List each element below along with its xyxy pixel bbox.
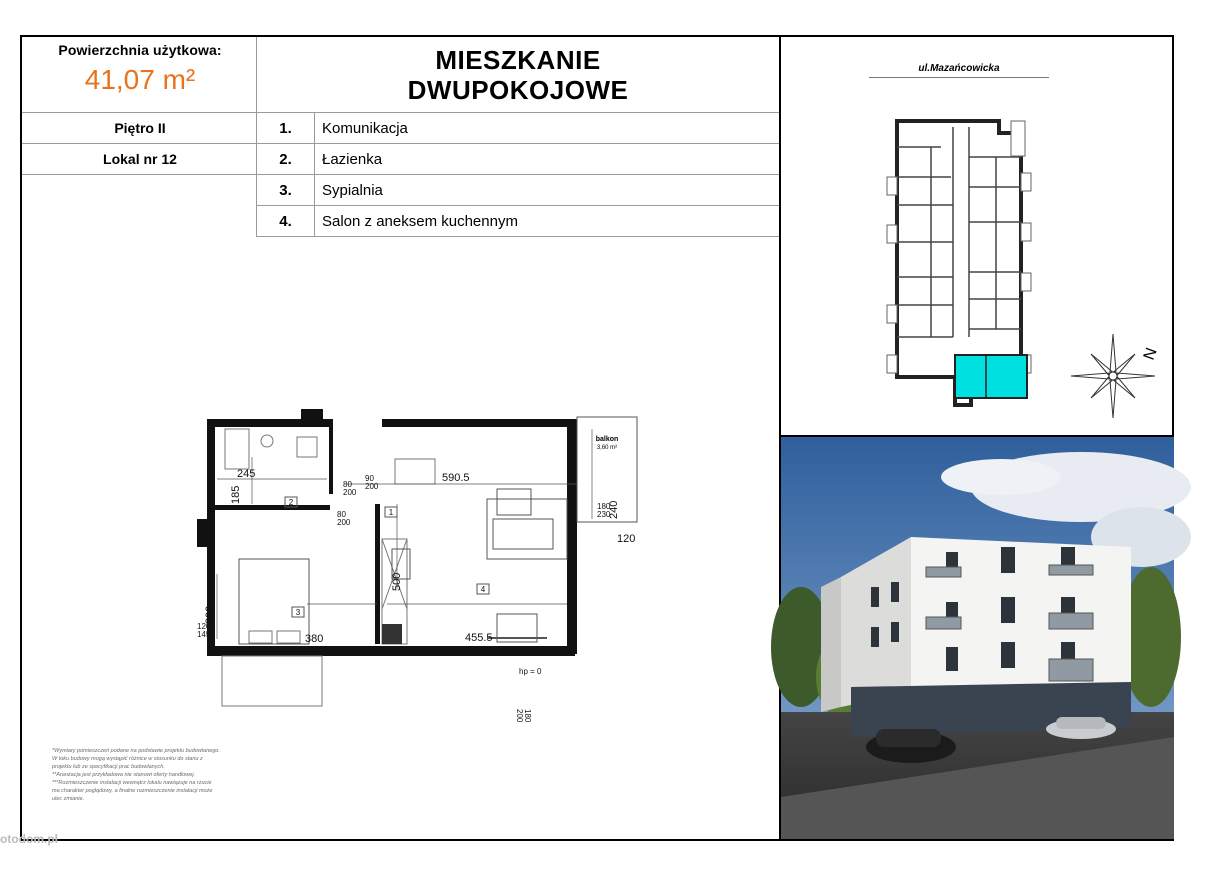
room-row	[257, 144, 779, 175]
footnote-line: projektu lub ze specyfikacji prac budowlanych.	[52, 764, 165, 770]
room-row	[257, 113, 779, 144]
room-tag: 1	[388, 508, 394, 517]
footnote-line: **Aranżacja jest przykładowa nie stanowi oferty handlowej.	[52, 772, 196, 778]
dim-label: 90 200	[365, 474, 379, 491]
highlighted-unit	[955, 355, 1027, 398]
footnote-line: ma charakter poglądowy, a finalne rozmieszczenie instalacji może	[52, 788, 213, 794]
title-line-2: DWUPOKOJOWE	[407, 75, 629, 105]
room-number: 2.	[257, 144, 315, 174]
footnote-line: W toku budowy mogą wystąpić różnice w stosunku do stanu z	[52, 756, 203, 762]
watermark: otodom.pl	[0, 832, 58, 846]
room-number: 3.	[257, 175, 315, 205]
room-name: Salon z aneksem kuchennym	[322, 212, 518, 230]
dim-label: 185	[230, 485, 242, 504]
building-render	[781, 437, 1174, 839]
room-tag: 3	[295, 608, 301, 617]
floor-plan-drawing	[197, 409, 677, 723]
compass-label: N	[1140, 345, 1161, 363]
dim-label: 245	[237, 468, 256, 480]
room-number: 1.	[257, 113, 315, 143]
area-cell	[22, 37, 258, 113]
footnotes	[52, 747, 272, 803]
dim-label: 80 200	[343, 480, 357, 497]
room-list	[257, 113, 779, 237]
area-label: Powierzchnia użytkowa:	[58, 42, 222, 58]
balcony-label: balkon	[595, 436, 619, 443]
site-plan	[781, 37, 1174, 435]
dim-label: 80 200	[337, 510, 351, 527]
page-title	[257, 37, 779, 113]
room-number: 4.	[257, 206, 315, 236]
footnote-line: ulec zmianie.	[52, 796, 85, 802]
room-name: Łazienka	[322, 150, 383, 168]
street-label: ul.Mazańcowicka	[869, 63, 1049, 78]
dim-label: 120	[617, 533, 636, 545]
room-name: Sypialnia	[322, 181, 383, 199]
info-block	[22, 37, 258, 175]
compass-icon	[1071, 334, 1155, 418]
room-tag: 2	[288, 498, 294, 507]
room-name: Komunikacja	[322, 119, 408, 137]
dim-label: 380	[305, 633, 324, 645]
balcony-area: 3,60 m²	[596, 445, 618, 451]
dim-label: 590.5	[442, 472, 470, 484]
hp-label: hp = 0	[519, 667, 542, 676]
floor-label: Piętro II	[22, 113, 258, 144]
building-render-image	[781, 437, 1174, 839]
property-sheet	[20, 35, 1174, 841]
dim-label: 180200	[515, 709, 532, 723]
footnote-line: *Wymiary pomieszczeń podane na podstawie projektu budowlanego.	[52, 748, 220, 754]
building-outline	[781, 37, 1174, 435]
unit-label: Lokal nr 12	[22, 144, 258, 175]
footnote-line: ***Rozmieszczenie instalacji wewnątrz lokalu nawiązuje na rzucie	[52, 780, 212, 786]
dim-label: 500	[391, 572, 403, 591]
room-tag: 4	[480, 585, 486, 594]
dim-label: 455.5	[465, 632, 493, 644]
dim-label: 120 145	[197, 622, 211, 639]
dim-label: 240	[608, 500, 620, 519]
room-row	[257, 175, 779, 206]
dim-label: 300	[204, 605, 216, 624]
room-row	[257, 206, 779, 237]
area-value: 41,07 m²	[84, 64, 196, 95]
floor-plan	[197, 409, 677, 723]
title-line-1: MIESZKANIE	[435, 45, 601, 75]
dim-label: 180 230	[597, 502, 611, 519]
